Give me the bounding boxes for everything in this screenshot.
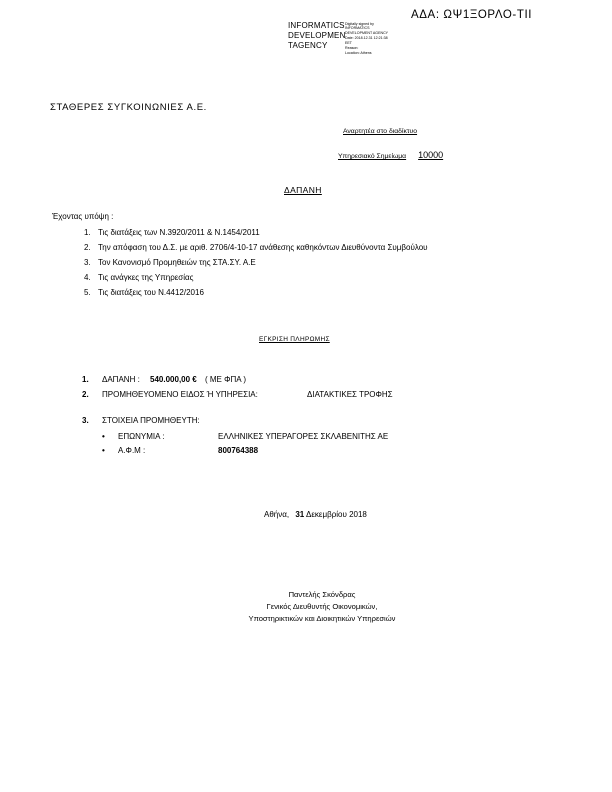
bullet-icon: •	[102, 446, 105, 455]
consideration-item	[84, 270, 194, 285]
item-number: 2.	[84, 243, 91, 252]
procured-item-line	[82, 390, 393, 399]
stamp-detail: DEVELOPMENT AGENCY	[345, 31, 389, 35]
stamp-detail: INFORMATICS	[345, 26, 370, 30]
document-date	[264, 510, 367, 519]
stamp-detail: Location: Athens	[345, 51, 372, 55]
item-text: Τις διατάξεις των Ν.3920/2011 & Ν.1454/2011	[98, 228, 260, 237]
posted-online-note: Αναρτητέα στο διαδίκτυο	[343, 128, 418, 135]
supplier-afm-value: 800764388	[218, 446, 259, 455]
stamp-line: TAGENCY	[288, 41, 328, 50]
item-number: 3.	[82, 416, 89, 425]
supplier-afm-line	[102, 446, 259, 455]
signatory-department: Υποστηρικτικών και Διοικητικών Υπηρεσιών	[248, 614, 396, 623]
supplier-name-line	[102, 432, 389, 441]
signatory-title: Γενικός Διευθυντής Οικονομικών,	[266, 602, 378, 611]
item-number: 2.	[82, 390, 89, 399]
expense-amount: 540.000,00 €	[150, 375, 197, 384]
supplier-name-value: ΕΛΛΗΝΙΚΕΣ ΥΠΕΡΑΓΟΡΕΣ ΣΚΛΑΒΕΝΙΤΗΣ ΑΕ	[218, 432, 389, 441]
service-memo-number: 10000	[418, 150, 444, 160]
payment-approval-heading: ΕΓΚΡΙΣΗ ΠΛΗΡΩΜΗΣ	[259, 336, 330, 343]
procured-label: ΠΡΟΜΗΘΕΥΟΜΕΝΟ ΕΙΔΟΣ Ή ΥΠΗΡΕΣΙΑ:	[102, 390, 258, 399]
item-text: Τον Κανονισμό Προμηθειών της ΣΤΑ.ΣΥ. Α.Ε	[98, 258, 256, 267]
consideration-item	[84, 225, 260, 240]
document-title: ΔΑΠΑΝΗ	[284, 185, 322, 195]
ada-code: ΑΔΑ: ΩΨ1ΞΟΡΛΟ-ΤΙΙ	[411, 9, 533, 21]
item-number: 4.	[84, 273, 91, 282]
supplier-name-label: ΕΠΩΝΥΜΙΑ :	[118, 432, 165, 441]
date-city: Αθήνα,	[264, 510, 290, 519]
service-memo	[338, 150, 443, 160]
supplier-label: ΣΤΟΙΧΕΙΑ ΠΡΟΜΗΘΕΥΤΗ:	[102, 416, 200, 425]
stamp-line: INFORMATICS	[288, 21, 345, 30]
consideration-item	[84, 240, 428, 255]
supplier-heading	[82, 416, 200, 425]
bullet-icon: •	[102, 432, 105, 441]
company-name: ΣΤΑΘΕΡΕΣ ΣΥΓΚΟΙΝΩΝΙΕΣ Α.Ε.	[50, 102, 207, 113]
item-number: 5.	[84, 288, 91, 297]
expense-label: ΔΑΠΑΝΗ :	[102, 375, 140, 384]
stamp-line: DEVELOPMEN	[288, 31, 346, 40]
stamp-detail: Digitally signed by	[345, 22, 374, 26]
procured-value: ΔΙΑΤΑΚΤΙΚΕΣ ΤΡΟΦΗΣ	[307, 390, 393, 399]
stamp-detail: EET	[345, 41, 352, 45]
item-number: 1.	[84, 228, 91, 237]
consideration-item	[84, 255, 256, 270]
consideration-item	[84, 285, 204, 300]
item-text: Την απόφαση του Δ.Σ. με αριθ. 2706/4-10-17 ανάθεσης καθηκόντων Διευθύνοντα Συμβούλου	[98, 243, 428, 252]
stamp-detail: Reason:	[345, 46, 359, 50]
item-text: Τις διατάξεις του Ν.4412/2016	[98, 288, 204, 297]
item-number: 1.	[82, 375, 89, 384]
date-month-year: Δεκεμβρίου 2018	[306, 510, 367, 519]
considerations-intro: Έχοντας υπόψη :	[52, 212, 114, 221]
date-day: 31	[295, 510, 305, 519]
expense-vat: ( ΜΕ ΦΠΑ )	[204, 375, 247, 384]
supplier-afm-label: Α.Φ.Μ :	[118, 446, 146, 455]
signatory-name: Παντελής Σκόνδρας	[288, 590, 356, 599]
item-number: 3.	[84, 258, 91, 267]
expense-line	[82, 375, 246, 384]
stamp-detail: Date: 2018.12.31 12:21:38	[345, 36, 388, 40]
service-memo-label: Υπηρεσιακό Σημείωμα	[338, 153, 407, 160]
item-text: Τις ανάγκες της Υπηρεσίας	[98, 273, 194, 282]
